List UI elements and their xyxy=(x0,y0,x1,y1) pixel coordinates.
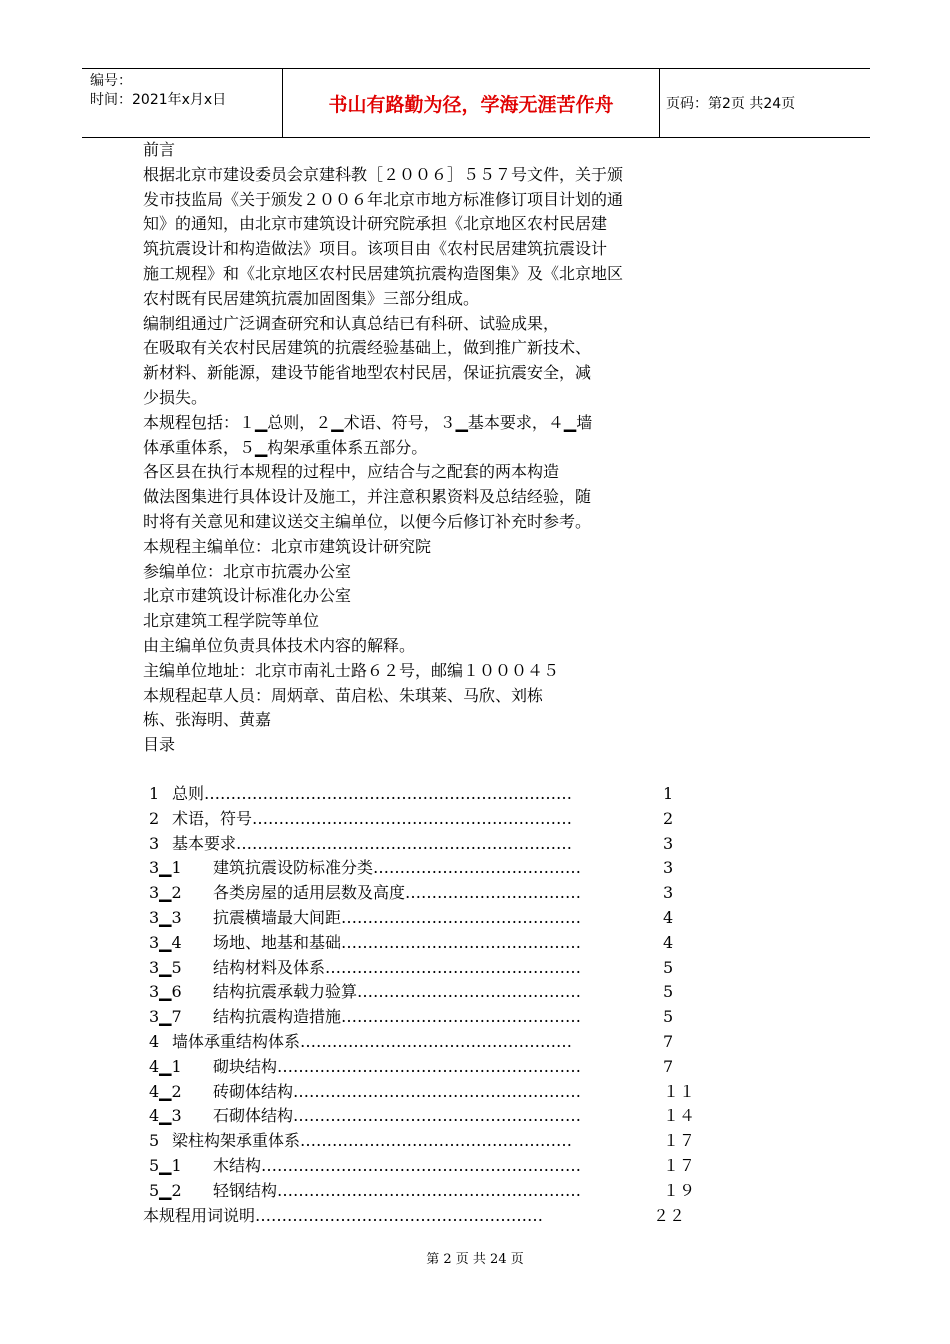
toc-entry-number: 3 xyxy=(149,833,160,853)
toc-entry[interactable] xyxy=(143,1204,703,1229)
toc-entry[interactable] xyxy=(143,956,703,981)
body-line: 在吸取有关农村民居建筑的抗震经验基础上，做到推广新技术、 xyxy=(143,338,592,358)
toc-entry-number: 2 xyxy=(149,808,160,828)
toc-entry-page: 4 xyxy=(663,932,674,952)
toc-entry[interactable] xyxy=(143,1129,703,1154)
body-line: 知》的通知，由北京市建筑设计研究院承担《北京地区农村民居建 xyxy=(143,214,608,234)
toc-entry-number: 5▁1 xyxy=(149,1155,182,1175)
body-line: 栋、张海明、黄嘉 xyxy=(143,710,272,730)
toc-entry-number: 3▁2 xyxy=(149,883,182,903)
toc-entry[interactable] xyxy=(143,1154,703,1179)
toc-entry-page: 3 xyxy=(663,883,674,903)
toc-entry-page: 4 xyxy=(663,907,674,927)
body-line: 前言 xyxy=(143,140,176,159)
toc-entry-page: 5 xyxy=(663,957,674,977)
toc-entry-number: 5 xyxy=(149,1131,160,1151)
toc-entry[interactable] xyxy=(143,980,703,1005)
page-header xyxy=(82,68,870,138)
toc-entry-number: 5▁2 xyxy=(149,1180,182,1200)
toc-entry-page: １７ xyxy=(663,1155,696,1175)
toc-entry-title: 抗震横墙最大间距……………………………………… xyxy=(213,907,582,927)
table-of-contents xyxy=(143,782,703,1228)
toc-entry[interactable] xyxy=(143,1055,703,1080)
toc-entry-title: 术语，符号…………………………………………………… xyxy=(172,808,573,828)
header-motto: 书山有路勤为径，学海无涯苦作舟 xyxy=(328,93,614,116)
toc-entry-page: １９ xyxy=(663,1180,696,1200)
body-line: 少损失。 xyxy=(143,387,208,407)
toc-entry-page: 7 xyxy=(663,1056,674,1076)
header-number-label: 编号： xyxy=(90,73,132,89)
body-line: 做法图集进行具体设计及施工，并注意积累资料及总结经验，随 xyxy=(143,487,592,507)
toc-entry-title: 墙体承重结构体系…………………………………………… xyxy=(172,1031,573,1051)
toc-entry-page: 7 xyxy=(663,1031,674,1051)
toc-entry-title: 基本要求……………………………………………………… xyxy=(172,833,573,853)
toc-entry-page: 3 xyxy=(663,833,674,853)
toc-entry-page: 3 xyxy=(663,858,674,878)
toc-entry[interactable] xyxy=(143,782,703,807)
body-line: 本规程包括：１▁总则，２▁术语、符号，３▁基本要求，４▁墙 xyxy=(143,412,593,432)
header-meta xyxy=(82,69,282,137)
toc-entry[interactable] xyxy=(143,832,703,857)
body-line: 各区县在执行本规程的过程中，应结合与之配套的两本构造 xyxy=(143,462,560,482)
toc-entry-number: 1 xyxy=(149,784,160,803)
toc-entry-page: １４ xyxy=(663,1106,696,1126)
toc-entry-number: 4▁2 xyxy=(149,1081,182,1101)
toc-entry-title: 结构材料及体系………………………………………… xyxy=(213,957,582,977)
toc-entry-page: 1 xyxy=(663,784,674,803)
toc-entry-title: 木结构…………………………………………………… xyxy=(213,1155,582,1175)
toc-entry-page: １１ xyxy=(663,1081,696,1101)
toc-entry-number: 4 xyxy=(149,1031,160,1051)
document-body xyxy=(143,138,743,758)
body-line: 北京建筑工程学院等单位 xyxy=(143,611,320,631)
body-line: 由主编单位负责具体技术内容的解释。 xyxy=(143,635,416,655)
body-line: 参编单位：北京市抗震办公室 xyxy=(143,561,352,581)
body-line: 施工规程》和《北京地区农村民居建筑抗震构造图集》及《北京地区 xyxy=(143,263,624,283)
toc-entry-page: 5 xyxy=(663,1007,674,1027)
header-time-label: 时间：2021年x月x日 xyxy=(90,92,227,108)
body-line: 体承重体系，５▁构架承重体系五部分。 xyxy=(143,437,428,457)
body-line: 新材料、新能源，建设节能省地型农村民居，保证抗震安全，减 xyxy=(143,363,592,383)
toc-entry[interactable] xyxy=(143,1005,703,1030)
toc-entry-title: 总则…………………………………………………………… xyxy=(172,784,573,803)
toc-entry[interactable] xyxy=(143,1080,703,1105)
toc-entry[interactable] xyxy=(143,1030,703,1055)
body-line: 根据北京市建设委员会京建科教［２００６］５５７号文件，关于颁 xyxy=(143,164,624,184)
toc-entry-number: 3▁1 xyxy=(149,858,182,878)
page-footer: 第 2 页 共 24 页 xyxy=(426,1252,524,1267)
toc-entry-number: 3▁3 xyxy=(149,907,182,927)
toc-entry-title: 砖砌体结构……………………………………………… xyxy=(213,1081,582,1101)
toc-entry[interactable] xyxy=(143,1104,703,1129)
toc-entry-number: 4▁1 xyxy=(149,1056,182,1076)
body-line: 本规程起草人员：周炳章、苗启松、朱琪莱、马欣、刘栋 xyxy=(143,685,544,705)
toc-entry-page: 5 xyxy=(663,982,674,1002)
body-line: 主编单位地址：北京市南礼士路６２号，邮编１０００４５ xyxy=(143,660,560,680)
toc-entry-title: 结构抗震构造措施……………………………………… xyxy=(213,1007,582,1027)
body-line: 目录 xyxy=(143,735,176,755)
body-line: 时将有关意见和建议送交主编单位，以便今后修订补充时参考。 xyxy=(143,511,592,531)
toc-entry-title: 梁柱构架承重体系…………………………………………… xyxy=(172,1131,573,1151)
toc-entry-number: 4▁3 xyxy=(149,1106,182,1126)
header-page-info: 页码：第2页 共24页 xyxy=(666,96,796,112)
toc-entry-title: 各类房屋的适用层数及高度…………………………… xyxy=(213,883,582,903)
toc-entry-title: 砌块结构………………………………………………… xyxy=(213,1056,582,1076)
body-line: 编制组通过广泛调查研究和认真总结已有科研、试验成果， xyxy=(143,313,560,333)
toc-entry[interactable] xyxy=(143,1179,703,1204)
body-line: 北京市建筑设计标准化办公室 xyxy=(143,586,352,606)
toc-entry[interactable] xyxy=(143,807,703,832)
toc-entry-page: 2 xyxy=(663,808,674,828)
toc-entry-title: 场地、地基和基础……………………………………… xyxy=(213,932,582,952)
toc-entry-number: 3▁4 xyxy=(149,932,182,952)
body-line: 本规程主编单位：北京市建筑设计研究院 xyxy=(143,536,432,556)
toc-entry[interactable] xyxy=(143,856,703,881)
toc-entry-title: 建筑抗震设防标准分类………………………………… xyxy=(213,858,582,878)
toc-entry-title: 轻钢结构………………………………………………… xyxy=(213,1180,582,1200)
toc-entry[interactable] xyxy=(143,931,703,956)
toc-entry-number: 3▁5 xyxy=(149,957,182,977)
body-line: 发市技监局《关于颁发２００６年北京市地方标准修订项目计划的通 xyxy=(143,189,624,209)
body-line: 筑抗震设计和构造做法》项目。该项目由《农村民居建筑抗震设计 xyxy=(143,239,608,259)
toc-entry-title: 结构抗震承载力验算…………………………………… xyxy=(213,982,582,1002)
toc-entry-page: １７ xyxy=(663,1131,696,1151)
body-line: 农村既有民居建筑抗震加固图集》三部分组成。 xyxy=(143,288,480,308)
toc-entry-number: 3▁6 xyxy=(149,982,182,1002)
toc-entry-page: ２２ xyxy=(653,1205,686,1225)
toc-entry[interactable] xyxy=(143,881,703,906)
toc-entry-number: 3▁7 xyxy=(149,1007,182,1027)
toc-entry[interactable] xyxy=(143,906,703,931)
toc-entry-title: 本规程用词说明……………………………………………… xyxy=(143,1205,544,1225)
toc-entry-title: 石砌体结构……………………………………………… xyxy=(213,1106,582,1126)
